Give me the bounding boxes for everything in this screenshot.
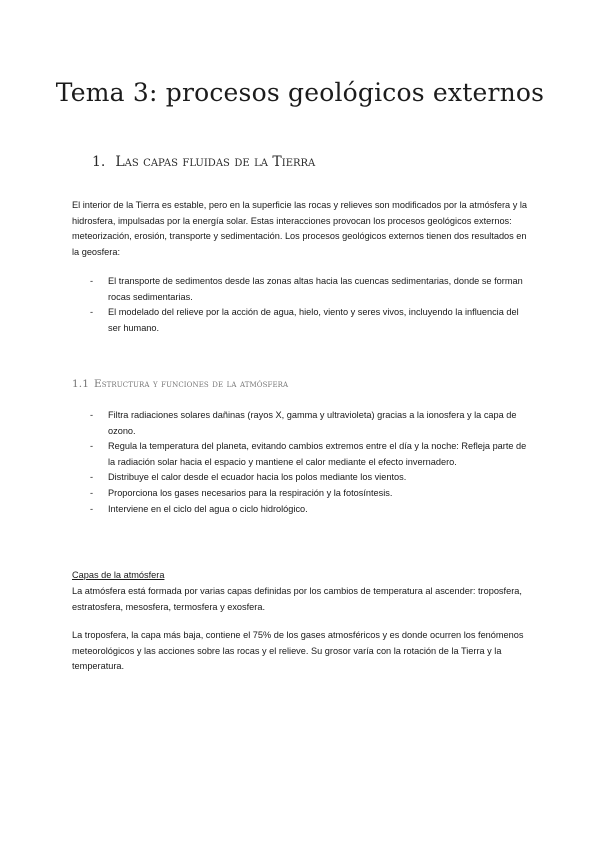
section-heading-1 <box>92 154 315 170</box>
intro-paragraph: El interior de la Tierra es estable, pero en la superficie las rocas y relieves son modificados por la atmósfera y la hidrosfera, impulsadas por la energía solar. Estas interacciones provocan los procesos geológicos externos: meteorización, erosión, transporte y sedimentación. Los procesos geológicos externos tienen dos resultados en la geosfera: <box>72 200 527 257</box>
list-item: - El modelado del relieve por la acción de agua, hielo, viento y seres vivos, incluyendo la influencia del ser humano. <box>90 307 519 333</box>
section-number: 1. <box>92 154 106 170</box>
functions-list <box>72 408 532 517</box>
capas-paragraph-2: La troposfera, la capa más baja, contiene el 75% de los gases atmosféricos y es donde ocurren los fenómenos meteorológicos y las acciones sobre las rocas y el relieve. Su grosor varía con la rotación de la Tierra y la temperatura. <box>72 630 524 672</box>
subsection-number: 1.1 <box>72 378 89 390</box>
results-list <box>72 274 532 336</box>
list-item: - El transporte de sedimentos desde las zonas altas hacia las cuencas sedimentarias, donde se forman rocas sedimentarias. <box>90 276 523 302</box>
list-item: - Regula la temperatura del planeta, evitando cambios extremos entre el día y la noche: Refleja parte de la radiación solar hacia el espacio y mantiene el calor mediante el efecto invernadero. <box>90 441 527 467</box>
capas-heading: Capas de la atmósfera <box>72 570 165 580</box>
subsection-heading-1-1 <box>72 378 288 390</box>
list-item: - Filtra radiaciones solares dañinas (rayos X, gamma y ultravioleta) gracias a la ionosfera y la capa de ozono. <box>90 410 517 436</box>
list-item: - Interviene en el ciclo del agua o ciclo hidrológico. <box>72 502 532 518</box>
dash-bullet: - <box>90 503 94 514</box>
dash-bullet: - <box>90 472 94 483</box>
list-item: - Proporciona los gases necesarios para la respiración y la fotosíntesis. <box>72 486 532 502</box>
dash-bullet: - <box>90 307 94 318</box>
list-item: - Distribuye el calor desde el ecuador hacia los polos mediante los vientos. <box>72 470 532 486</box>
dash-bullet: - <box>90 487 94 498</box>
section-heading-text: Las capas fluidas de la Tierra <box>115 154 316 170</box>
page-title: Tema 3: procesos geológicos externos <box>55 78 545 107</box>
capas-paragraph-1: La atmósfera está formada por varias capas definidas por los cambios de temperatura al ascender: troposfera, estratosfera, mesosfera, termosfera y exosfera. <box>72 586 522 612</box>
dash-bullet: - <box>90 276 94 286</box>
dash-bullet: - <box>90 410 94 420</box>
subsection-heading-text: Estructura y funciones de la atmósfera <box>94 378 289 390</box>
dash-bullet: - <box>90 441 94 452</box>
